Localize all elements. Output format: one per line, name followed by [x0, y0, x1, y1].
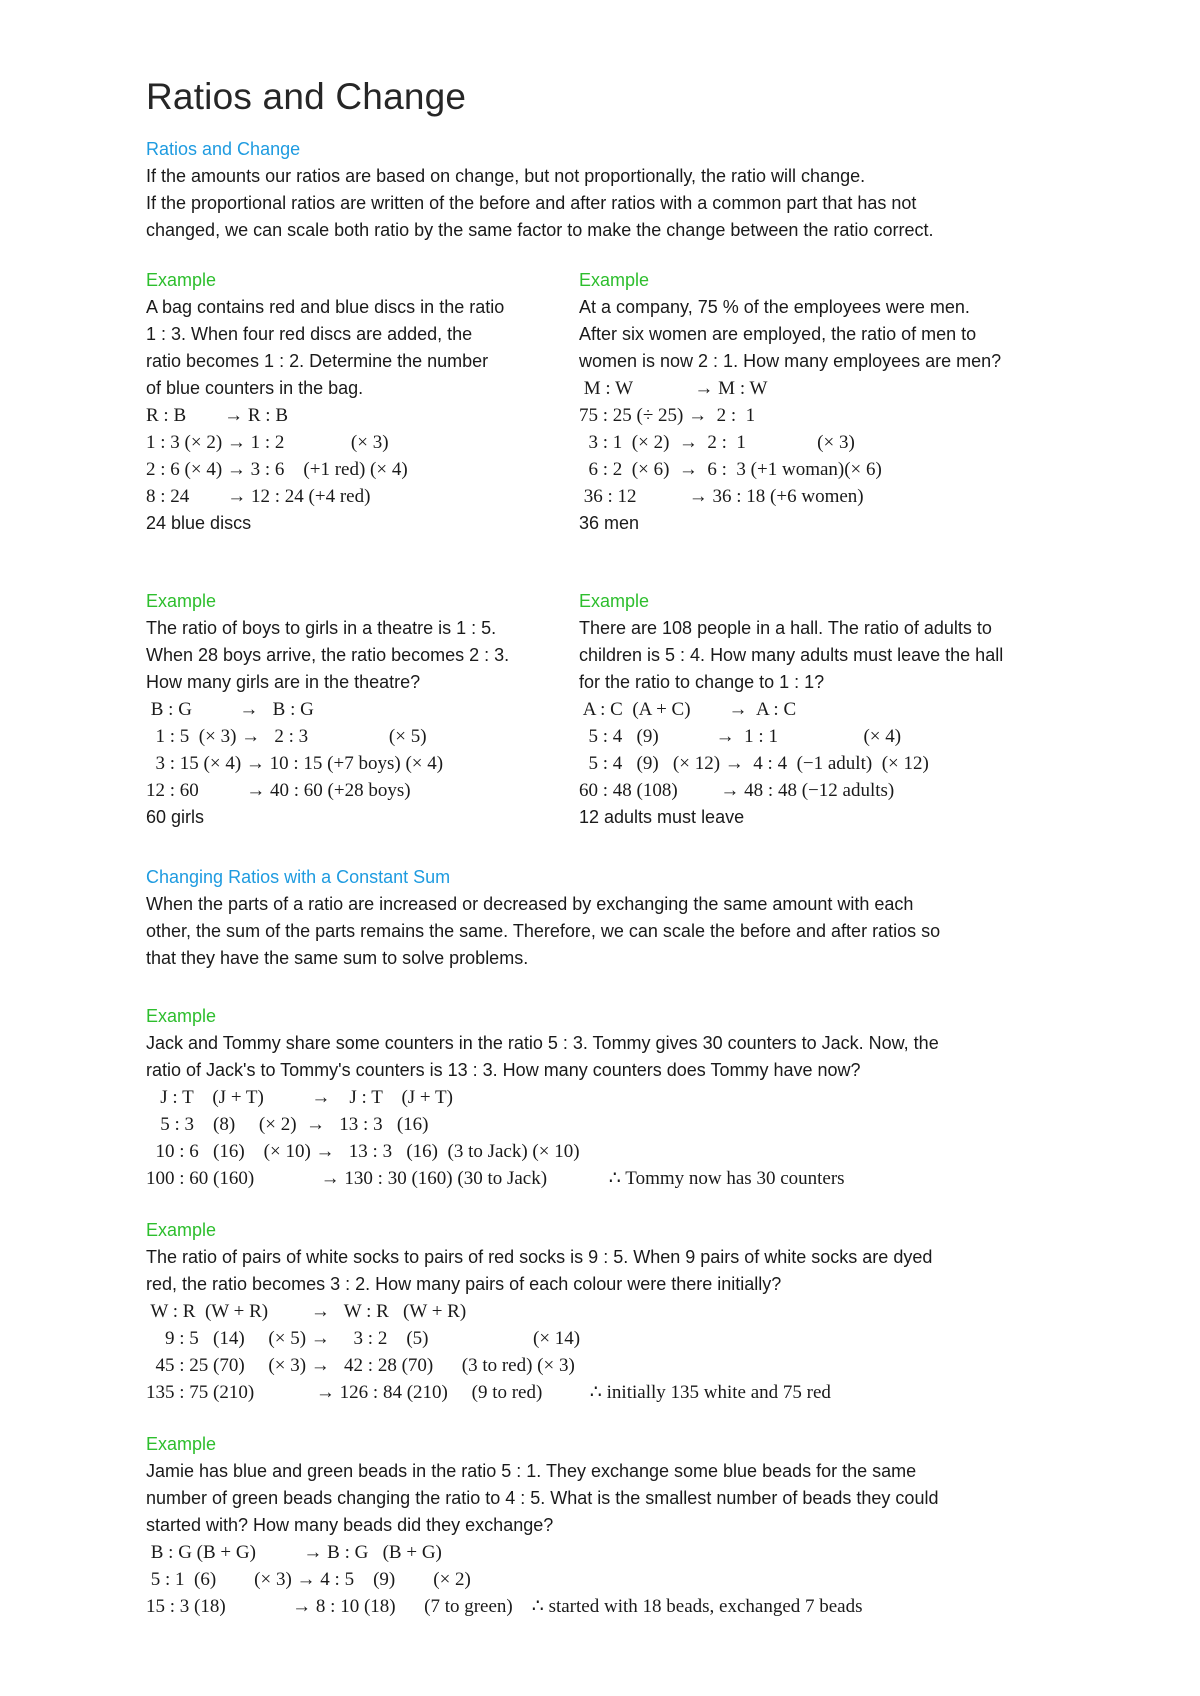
example-hall-adults-children — [579, 588, 1069, 831]
problem-text: of blue counters in the bag. — [146, 378, 364, 398]
problem-text: There are 108 people in a hall. The ratio of adults to — [579, 618, 992, 638]
example-jack-tommy-counters — [146, 1003, 1096, 1192]
answer-text: 60 girls — [146, 807, 205, 827]
problem-text: started with? How many beads did they exchange? — [146, 1515, 554, 1535]
page-title: Ratios and Change — [146, 76, 467, 117]
working-line: 5 : 3 (8) (× 2) → 13 : 3 (16) — [146, 1114, 429, 1135]
section-heading: Ratios and Change — [146, 139, 301, 159]
problem-text: red, the ratio becomes 3 : 2. How many pairs of each colour were there initially? — [146, 1274, 782, 1294]
working-line: A : C (A + C) → A : C — [579, 699, 797, 720]
problem-text: ratio becomes 1 : 2. Determine the number — [146, 351, 489, 371]
working-line: 3 : 1 (× 2) → 2 : 1 (× 3) — [579, 432, 855, 453]
problem-text: When 28 boys arrive, the ratio becomes 2 : 3. — [146, 645, 510, 665]
example-label: Example — [579, 270, 650, 290]
working-line: B : G → B : G — [146, 699, 314, 720]
working-line: 6 : 2 (× 6) → 6 : 3 (+1 woman)(× 6) — [579, 459, 882, 480]
problem-text: After six women are employed, the ratio of men to — [579, 324, 977, 344]
example-jamie-beads — [146, 1431, 1096, 1620]
example-label: Example — [146, 1434, 217, 1454]
working-line: W : R (W + R) → W : R (W + R) — [146, 1301, 467, 1322]
example-label: Example — [146, 270, 217, 290]
paragraph-line: If the proportional ratios are written of the before and after ratios with a common part that has not — [146, 193, 917, 213]
problem-text: Jack and Tommy share some counters in the ratio 5 : 3. Tommy gives 30 counters to Jack. Now, the — [146, 1033, 939, 1053]
working-line: 75 : 25 (÷ 25) → 2 : 1 — [579, 405, 756, 426]
working-line: 9 : 5 (14) (× 5) → 3 : 2 (5) (× 14) — [146, 1328, 581, 1349]
example-theatre-boys-girls — [146, 588, 566, 831]
working-line: 1 : 5 (× 3) → 2 : 3 (× 5) — [146, 726, 427, 747]
example-label: Example — [146, 1220, 217, 1240]
problem-text: 1 : 3. When four red discs are added, the — [146, 324, 473, 344]
working-line: R : B → R : B — [146, 405, 288, 426]
working-line: 12 : 60 → 40 : 60 (+28 boys) — [146, 780, 411, 801]
section-ratios-and-change — [146, 136, 1096, 244]
problem-text: The ratio of boys to girls in a theatre is 1 : 5. — [146, 618, 497, 638]
paragraph-line: When the parts of a ratio are increased or decreased by exchanging the same amount with each — [146, 894, 914, 914]
example-label: Example — [579, 591, 650, 611]
working-line: 5 : 4 (9) (× 12) → 4 : 4 (−1 adult) (× 12) — [579, 753, 929, 774]
paragraph-line: If the amounts our ratios are based on change, but not proportionally, the ratio will change. — [146, 166, 866, 186]
problem-text: children is 5 : 4. How many adults must leave the hall — [579, 645, 1004, 665]
example-label: Example — [146, 1006, 217, 1026]
example-white-red-socks — [146, 1217, 1096, 1406]
working-line: B : G (B + G) → B : G (B + G) — [146, 1542, 442, 1563]
problem-text: The ratio of pairs of white socks to pairs of red socks is 9 : 5. When 9 pairs of white socks are dyed — [146, 1247, 933, 1267]
working-line: 15 : 3 (18) → 8 : 10 (18) (7 to green) ∴ started with 18 beads, exchanged 7 beads — [146, 1596, 863, 1617]
working-line: J : T (J + T) → J : T (J + T) — [146, 1087, 453, 1108]
problem-text: for the ratio to change to 1 : 1? — [579, 672, 825, 692]
problem-text: number of green beads changing the ratio to 4 : 5. What is the smallest number of beads they could — [146, 1488, 939, 1508]
example-label: Example — [146, 591, 217, 611]
working-line: 5 : 4 (9) → 1 : 1 (× 4) — [579, 726, 902, 747]
working-line: 8 : 24 → 12 : 24 (+4 red) — [146, 486, 371, 507]
working-line: 135 : 75 (210) → 126 : 84 (210) (9 to red) ∴ initially 135 white and 75 red — [146, 1382, 831, 1403]
working-line: 2 : 6 (× 4) → 3 : 6 (+1 red) (× 4) — [146, 459, 408, 480]
working-line: 1 : 3 (× 2) → 1 : 2 (× 3) — [146, 432, 389, 453]
problem-text: How many girls are in the theatre? — [146, 672, 421, 692]
problem-text: Jamie has blue and green beads in the ratio 5 : 1. They exchange some blue beads for the same — [146, 1461, 917, 1481]
working-line: 36 : 12 → 36 : 18 (+6 women) — [579, 486, 864, 507]
problem-text: At a company, 75 % of the employees were men. — [579, 297, 970, 317]
answer-text: 24 blue discs — [146, 513, 252, 533]
working-line: 45 : 25 (70) (× 3) → 42 : 28 (70) (3 to red) (× 3) — [146, 1355, 575, 1376]
working-line: M : W → M : W — [579, 378, 768, 399]
example-bag-discs — [146, 267, 566, 537]
working-line: 60 : 48 (108) → 48 : 48 (−12 adults) — [579, 780, 895, 801]
section-constant-sum — [146, 864, 1096, 972]
working-line: 10 : 6 (16) (× 10) → 13 : 3 (16) (3 to Jack) (× 10) — [146, 1141, 580, 1162]
working-line: 3 : 15 (× 4) → 10 : 15 (+7 boys) (× 4) — [146, 753, 444, 774]
example-company-employees — [579, 267, 1049, 537]
paragraph-line: that they have the same sum to solve problems. — [146, 948, 529, 968]
problem-text: ratio of Jack's to Tommy's counters is 13 : 3. How many counters does Tommy have now? — [146, 1060, 861, 1080]
paragraph-line: other, the sum of the parts remains the same. Therefore, we can scale the before and after ratios so — [146, 921, 941, 941]
paragraph-line: changed, we can scale both ratio by the same factor to make the change between the ratio correct. — [146, 220, 934, 240]
section-heading: Changing Ratios with a Constant Sum — [146, 867, 451, 887]
working-line: 5 : 1 (6) (× 3) → 4 : 5 (9) (× 2) — [146, 1569, 471, 1590]
problem-text: A bag contains red and blue discs in the ratio — [146, 297, 505, 317]
working-line: 100 : 60 (160) → 130 : 30 (160) (30 to Jack) ∴ Tommy now has 30 counters — [146, 1168, 845, 1189]
problem-text: women is now 2 : 1. How many employees are men? — [579, 351, 1002, 371]
answer-text: 12 adults must leave — [579, 807, 745, 827]
answer-text: 36 men — [579, 513, 640, 533]
